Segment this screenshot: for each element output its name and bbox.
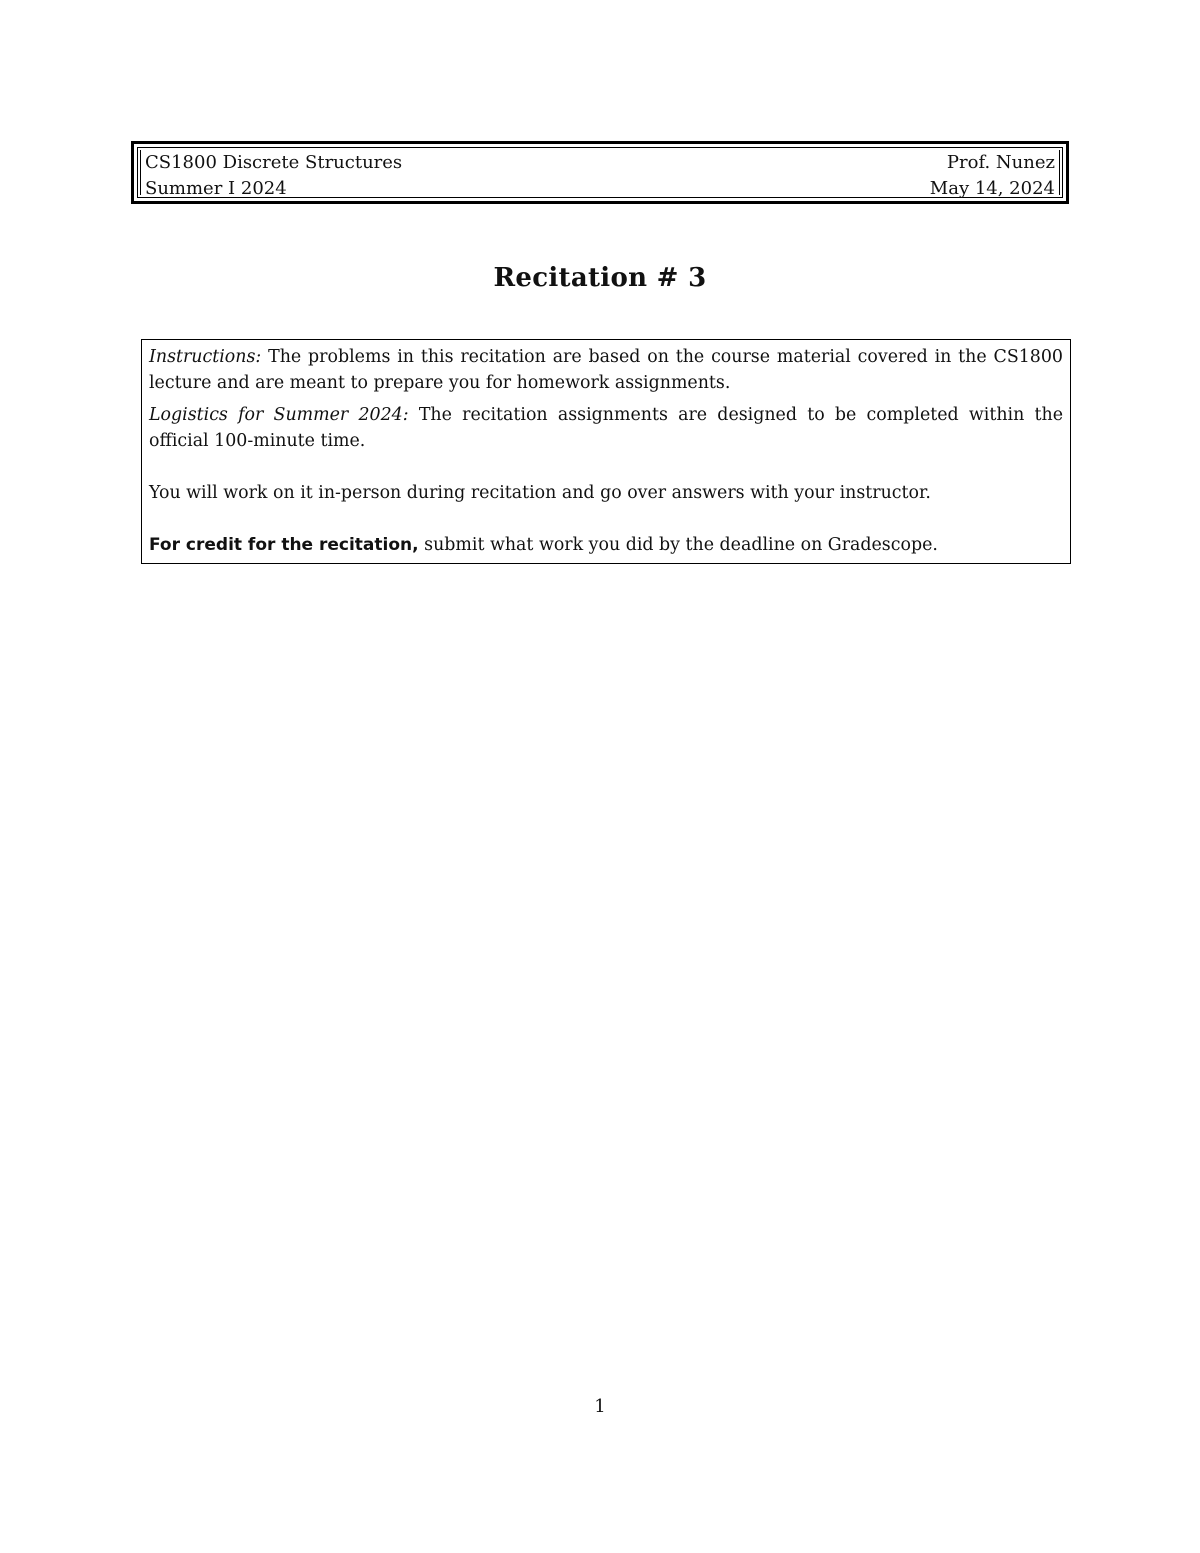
instructions-text: The problems in this recitation are based on the course material covered in the CS1800 lecture and are meant to prepare you for homework assignments. [149,347,1063,393]
date: May 14, 2024 [929,178,1055,199]
instructions-box [141,339,1071,564]
instructions-paragraph [149,344,1063,396]
header-row-2 [145,176,1055,202]
logistics-text: The recitation assignments are designed to be completed within the official 100-minute time. [149,405,1063,451]
credit-text: submit what work you did by the deadline on Gradescope. [424,535,938,555]
page-number: 1 [594,1396,606,1417]
header-row-1 [145,150,1055,176]
logistics-paragraph [149,402,1063,454]
logistics-label: Logistics for Summer 2024: [149,405,409,425]
course-name: CS1800 Discrete Structures [145,152,403,173]
instructions-label: Instructions: [149,347,262,367]
header-box [131,141,1069,204]
term: Summer I 2024 [145,178,287,199]
inperson-paragraph [149,480,1063,506]
inperson-text: You will work on it in-person during recitation and go over answers with your instructor. [149,483,931,503]
instructor-name: Prof. Nunez [946,152,1055,173]
credit-paragraph [149,532,1063,558]
page-title: Recitation # 3 [493,263,707,293]
credit-label: For credit for the recitation, [149,535,419,555]
header-inner-frame [140,150,1060,199]
